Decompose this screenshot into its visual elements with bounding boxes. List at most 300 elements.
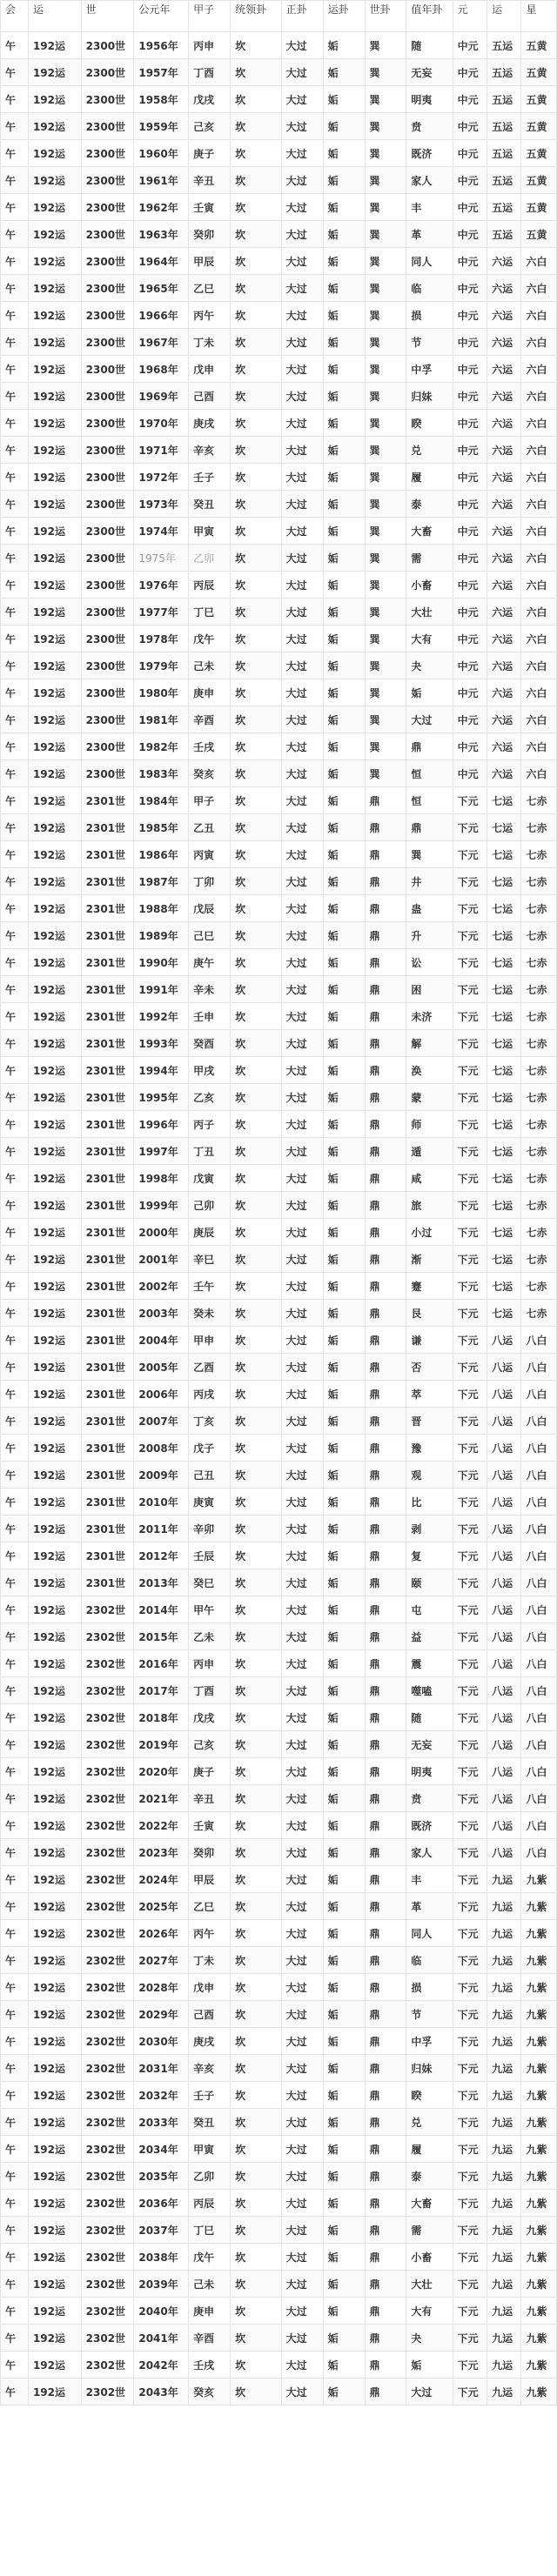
table-cell: 午 <box>1 1974 29 2001</box>
table-cell: 1999年 <box>134 1192 189 1219</box>
table-cell: 2002年 <box>134 1273 189 1300</box>
table-cell: 192运 <box>28 2082 81 2109</box>
table-cell: 坎 <box>231 1515 282 1542</box>
table-cell: 甲寅 <box>189 2136 231 2163</box>
table-cell: 七运 <box>487 868 521 895</box>
table-cell: 临 <box>406 275 453 302</box>
table-cell: 午 <box>1 706 29 733</box>
table-row <box>1 2379 557 2405</box>
table-cell: 大过 <box>281 1839 323 1866</box>
table-row <box>1 59 557 86</box>
table-row <box>1 1812 557 1839</box>
table-cell: 午 <box>1 1947 29 1974</box>
table-cell: 中元 <box>453 410 487 437</box>
table-row <box>1 1300 557 1327</box>
table-cell: 履 <box>406 2136 453 2163</box>
table-cell: 2017年 <box>134 1677 189 1704</box>
table-cell: 午 <box>1 1246 29 1273</box>
table-cell: 八白 <box>521 1489 557 1515</box>
table-cell: 坎 <box>231 1057 282 1084</box>
table-cell: 192运 <box>28 1704 81 1731</box>
table-cell: 192运 <box>28 2352 81 2379</box>
table-cell: 甲戌 <box>189 1057 231 1084</box>
table-cell: 同人 <box>406 1920 453 1947</box>
table-cell: 大过 <box>281 1542 323 1569</box>
table-cell: 九运 <box>487 1920 521 1947</box>
table-cell: 2302世 <box>81 2055 134 2082</box>
table-cell: 午 <box>1 2271 29 2298</box>
table-cell: 午 <box>1 410 29 437</box>
table-cell: 八白 <box>521 1596 557 1623</box>
table-cell: 八白 <box>521 1354 557 1381</box>
table-cell: 2041年 <box>134 2325 189 2352</box>
table-cell: 姤 <box>323 1974 365 2001</box>
table-cell: 壬辰 <box>189 1542 231 1569</box>
table-cell: 大过 <box>281 2163 323 2190</box>
table-cell: 午 <box>1 1381 29 1408</box>
table-cell: 2301世 <box>81 1003 134 1030</box>
table-cell: 八运 <box>487 1731 521 1758</box>
table-cell: 鼎 <box>365 1839 406 1866</box>
table-cell: 192运 <box>28 1219 81 1246</box>
table-cell: 癸丑 <box>189 2109 231 2136</box>
table-cell: 1969年 <box>134 383 189 410</box>
table-cell: 192运 <box>28 2136 81 2163</box>
table-cell: 鼎 <box>365 1300 406 1327</box>
table-cell: 丙午 <box>189 1920 231 1947</box>
table-cell: 大过 <box>281 32 323 59</box>
table-cell: 巽 <box>365 572 406 599</box>
table-cell: 192运 <box>28 329 81 356</box>
table-cell: 午 <box>1 1111 29 1138</box>
table-cell: 坎 <box>231 868 282 895</box>
table-cell: 大过 <box>281 1569 323 1596</box>
table-cell: 午 <box>1 221 29 248</box>
table-cell: 壬申 <box>189 1003 231 1030</box>
table-cell: 192运 <box>28 275 81 302</box>
table-cell: 七运 <box>487 787 521 814</box>
table-cell: 2302世 <box>81 2082 134 2109</box>
table-cell: 鼎 <box>365 2055 406 2082</box>
table-cell: 六白 <box>521 356 557 383</box>
table-cell: 192运 <box>28 1273 81 1300</box>
table-cell: 七赤 <box>521 949 557 976</box>
table-cell: 姤 <box>323 113 365 140</box>
table-cell: 七赤 <box>521 895 557 922</box>
table-cell: 咸 <box>406 1165 453 1192</box>
table-cell: 九紫 <box>521 2298 557 2325</box>
table-cell: 涣 <box>406 1057 453 1084</box>
table-cell: 192运 <box>28 1623 81 1650</box>
table-cell: 巽 <box>365 679 406 706</box>
table-cell: 八白 <box>521 1785 557 1812</box>
table-cell: 大过 <box>281 545 323 572</box>
table-cell: 午 <box>1 2325 29 2352</box>
table-cell: 下元 <box>453 1731 487 1758</box>
table-cell: 下元 <box>453 2055 487 2082</box>
table-cell: 巽 <box>365 86 406 113</box>
table-cell: 午 <box>1 2298 29 2325</box>
table-cell: 下元 <box>453 1462 487 1489</box>
table-cell: 午 <box>1 1003 29 1030</box>
table-cell: 姤 <box>323 1489 365 1515</box>
table-row <box>1 2109 557 2136</box>
table-row <box>1 1920 557 1947</box>
table-cell: 无妄 <box>406 1731 453 1758</box>
table-cell: 午 <box>1 895 29 922</box>
table-cell: 1984年 <box>134 787 189 814</box>
table-cell: 姤 <box>323 167 365 194</box>
table-row <box>1 1677 557 1704</box>
table-cell: 坎 <box>231 410 282 437</box>
table-cell: 下元 <box>453 1165 487 1192</box>
table-cell: 鼎 <box>365 976 406 1003</box>
table-cell: 辛巳 <box>189 1246 231 1273</box>
table-cell: 七运 <box>487 1084 521 1111</box>
table-cell: 大过 <box>281 1381 323 1408</box>
table-cell: 庚子 <box>189 140 231 167</box>
table-cell: 午 <box>1 1731 29 1758</box>
table-cell: 192运 <box>28 140 81 167</box>
table-row <box>1 2028 557 2055</box>
table-cell: 姤 <box>323 518 365 545</box>
table-cell: 午 <box>1 1812 29 1839</box>
table-cell: 六白 <box>521 760 557 787</box>
table-cell: 午 <box>1 464 29 491</box>
table-cell: 随 <box>406 32 453 59</box>
table-cell: 同人 <box>406 248 453 275</box>
table-cell: 姤 <box>323 437 365 464</box>
table-cell: 剥 <box>406 1515 453 1542</box>
table-cell: 192运 <box>28 922 81 949</box>
table-cell: 大过 <box>281 1354 323 1381</box>
table-row <box>1 1057 557 1084</box>
table-cell: 大有 <box>406 2298 453 2325</box>
table-cell: 需 <box>406 545 453 572</box>
table-cell: 192运 <box>28 545 81 572</box>
table-cell: 姤 <box>323 545 365 572</box>
table-cell: 节 <box>406 2001 453 2028</box>
table-cell: 中元 <box>453 464 487 491</box>
table-cell: 丙申 <box>189 32 231 59</box>
table-cell: 1989年 <box>134 922 189 949</box>
table-row <box>1 86 557 113</box>
table-cell: 192运 <box>28 841 81 868</box>
table-cell: 戊午 <box>189 2244 231 2271</box>
table-cell: 鼎 <box>365 2352 406 2379</box>
table-cell: 临 <box>406 1947 453 1974</box>
table-cell: 午 <box>1 2190 29 2217</box>
table-cell: 丰 <box>406 1866 453 1893</box>
table-cell: 坎 <box>231 2109 282 2136</box>
table-cell: 2001年 <box>134 1246 189 1273</box>
table-cell: 下元 <box>453 2271 487 2298</box>
table-cell: 坎 <box>231 1003 282 1030</box>
table-cell: 192运 <box>28 1542 81 1569</box>
table-cell: 下元 <box>453 1947 487 1974</box>
table-cell: 坎 <box>231 2190 282 2217</box>
table-cell: 困 <box>406 976 453 1003</box>
table-cell: 中元 <box>453 437 487 464</box>
table-row <box>1 329 557 356</box>
table-cell: 复 <box>406 1542 453 1569</box>
table-cell: 大过 <box>281 1192 323 1219</box>
table-cell: 九运 <box>487 1947 521 1974</box>
table-cell: 八运 <box>487 1354 521 1381</box>
table-cell: 丙辰 <box>189 572 231 599</box>
table-cell: 九紫 <box>521 2136 557 2163</box>
table-cell: 2011年 <box>134 1515 189 1542</box>
table-cell: 八运 <box>487 1408 521 1435</box>
table-cell: 2301世 <box>81 1192 134 1219</box>
table-row <box>1 194 557 221</box>
table-cell: 大过 <box>281 1812 323 1839</box>
table-row <box>1 1084 557 1111</box>
table-cell: 2302世 <box>81 2271 134 2298</box>
table-cell: 泰 <box>406 491 453 518</box>
table-cell: 2301世 <box>81 1569 134 1596</box>
table-cell: 下元 <box>453 2298 487 2325</box>
table-cell: 鼎 <box>365 868 406 895</box>
table-cell: 1965年 <box>134 275 189 302</box>
table-cell: 七赤 <box>521 1111 557 1138</box>
table-row <box>1 2136 557 2163</box>
table-cell: 中元 <box>453 733 487 760</box>
table-cell: 坎 <box>231 32 282 59</box>
table-cell: 七赤 <box>521 1273 557 1300</box>
table-cell: 鼎 <box>365 787 406 814</box>
table-cell: 坎 <box>231 2325 282 2352</box>
table-cell: 下元 <box>453 787 487 814</box>
table-cell: 午 <box>1 545 29 572</box>
table-row <box>1 626 557 652</box>
table-cell: 五黄 <box>521 86 557 113</box>
table-cell: 下元 <box>453 1866 487 1893</box>
table-cell: 192运 <box>28 1758 81 1785</box>
table-cell: 鼎 <box>365 1327 406 1354</box>
table-cell: 下元 <box>453 2325 487 2352</box>
table-cell: 192运 <box>28 518 81 545</box>
table-cell: 七运 <box>487 1111 521 1138</box>
table-cell: 七运 <box>487 976 521 1003</box>
table-cell: 蒙 <box>406 1084 453 1111</box>
table-cell: 巽 <box>365 140 406 167</box>
table-cell: 大过 <box>281 1920 323 1947</box>
table-cell: 鼎 <box>365 1057 406 1084</box>
table-cell: 192运 <box>28 572 81 599</box>
table-row <box>1 410 557 437</box>
table-row <box>1 814 557 841</box>
table-cell: 下元 <box>453 1057 487 1084</box>
table-cell: 下元 <box>453 1300 487 1327</box>
table-cell: 坎 <box>231 1300 282 1327</box>
table-cell: 2301世 <box>81 1165 134 1192</box>
table-cell: 午 <box>1 1866 29 1893</box>
table-cell: 七赤 <box>521 841 557 868</box>
table-cell: 2301世 <box>81 1138 134 1165</box>
table-cell: 中元 <box>453 652 487 679</box>
table-cell: 2000年 <box>134 1219 189 1246</box>
table-cell: 午 <box>1 491 29 518</box>
table-cell: 姤 <box>323 302 365 329</box>
table-cell: 192运 <box>28 706 81 733</box>
table-row <box>1 1866 557 1893</box>
table-cell: 五运 <box>487 59 521 86</box>
table-cell: 七赤 <box>521 922 557 949</box>
table-row <box>1 2325 557 2352</box>
table-cell: 坎 <box>231 895 282 922</box>
table-cell: 讼 <box>406 949 453 976</box>
table-cell: 丁丑 <box>189 1138 231 1165</box>
table-cell: 1997年 <box>134 1138 189 1165</box>
table-cell: 下元 <box>453 814 487 841</box>
table-cell: 丁未 <box>189 329 231 356</box>
table-cell: 八白 <box>521 1758 557 1785</box>
table-cell: 六运 <box>487 572 521 599</box>
table-cell: 午 <box>1 2163 29 2190</box>
table-cell: 192运 <box>28 1947 81 1974</box>
table-cell: 六运 <box>487 383 521 410</box>
table-cell: 1991年 <box>134 976 189 1003</box>
table-cell: 六白 <box>521 383 557 410</box>
table-cell: 192运 <box>28 2244 81 2271</box>
table-cell: 大壮 <box>406 2271 453 2298</box>
table-cell: 中元 <box>453 113 487 140</box>
table-cell: 六白 <box>521 572 557 599</box>
table-cell: 大过 <box>281 2001 323 2028</box>
table-cell: 午 <box>1 2136 29 2163</box>
table-cell: 九紫 <box>521 2244 557 2271</box>
table-cell: 午 <box>1 1596 29 1623</box>
table-cell: 乙未 <box>189 1623 231 1650</box>
table-cell: 壬戌 <box>189 733 231 760</box>
table-cell: 下元 <box>453 1192 487 1219</box>
table-cell: 午 <box>1 1435 29 1462</box>
table-cell: 巽 <box>365 626 406 652</box>
table-cell: 192运 <box>28 1084 81 1111</box>
table-cell: 2036年 <box>134 2190 189 2217</box>
table-cell: 192运 <box>28 1057 81 1084</box>
table-cell: 192运 <box>28 2325 81 2352</box>
table-cell: 坎 <box>231 1354 282 1381</box>
table-cell: 履 <box>406 464 453 491</box>
header-jiazi: 甲子 <box>189 1 231 32</box>
table-cell: 坎 <box>231 1192 282 1219</box>
table-cell: 2302世 <box>81 1839 134 1866</box>
table-cell: 巽 <box>365 599 406 626</box>
table-cell: 2301世 <box>81 1219 134 1246</box>
table-cell: 六白 <box>521 652 557 679</box>
table-cell: 午 <box>1 1030 29 1057</box>
table-cell: 鼎 <box>365 2082 406 2109</box>
table-cell: 2008年 <box>134 1435 189 1462</box>
table-cell: 大过 <box>281 2244 323 2271</box>
table-cell: 大过 <box>281 1947 323 1974</box>
table-cell: 2012年 <box>134 1542 189 1569</box>
table-cell: 壬午 <box>189 1273 231 1300</box>
table-cell: 家人 <box>406 1839 453 1866</box>
table-cell: 坎 <box>231 2028 282 2055</box>
table-cell: 巽 <box>365 437 406 464</box>
table-cell: 姤 <box>323 221 365 248</box>
table-cell: 192运 <box>28 1650 81 1677</box>
table-cell: 戊戌 <box>189 1704 231 1731</box>
table-cell: 2300世 <box>81 437 134 464</box>
table-cell: 大过 <box>281 1866 323 1893</box>
table-cell: 姤 <box>323 410 365 437</box>
table-cell: 九紫 <box>521 2325 557 2352</box>
table-cell: 大过 <box>281 1246 323 1273</box>
table-cell: 八白 <box>521 1812 557 1839</box>
table-cell: 坎 <box>231 1947 282 1974</box>
table-cell: 五运 <box>487 86 521 113</box>
table-cell: 2025年 <box>134 1893 189 1920</box>
table-cell: 明夷 <box>406 86 453 113</box>
table-cell: 大过 <box>406 706 453 733</box>
table-cell: 192运 <box>28 652 81 679</box>
table-cell: 大过 <box>281 895 323 922</box>
table-cell: 坎 <box>231 356 282 383</box>
table-cell: 七运 <box>487 1273 521 1300</box>
table-cell: 九运 <box>487 2325 521 2352</box>
table-cell: 2300世 <box>81 113 134 140</box>
table-cell: 八运 <box>487 1785 521 1812</box>
table-cell: 戊午 <box>189 626 231 652</box>
table-row <box>1 464 557 491</box>
table-cell: 六运 <box>487 626 521 652</box>
table-cell: 九紫 <box>521 1974 557 2001</box>
table-cell: 坎 <box>231 1084 282 1111</box>
table-cell: 大过 <box>281 1731 323 1758</box>
table-cell: 192运 <box>28 1030 81 1057</box>
table-cell: 姤 <box>323 1758 365 1785</box>
table-cell: 2028年 <box>134 1974 189 2001</box>
table-cell: 姤 <box>323 949 365 976</box>
table-cell: 2302世 <box>81 1785 134 1812</box>
table-cell: 192运 <box>28 2190 81 2217</box>
table-cell: 坎 <box>231 1893 282 1920</box>
table-cell: 大畜 <box>406 2190 453 2217</box>
table-cell: 姤 <box>323 248 365 275</box>
table-cell: 2300世 <box>81 356 134 383</box>
table-cell: 六运 <box>487 706 521 733</box>
table-cell: 大过 <box>281 329 323 356</box>
table-cell: 己卯 <box>189 1192 231 1219</box>
table-cell: 1967年 <box>134 329 189 356</box>
table-cell: 192运 <box>28 1408 81 1435</box>
table-cell: 庚戌 <box>189 410 231 437</box>
table-cell: 大过 <box>281 1515 323 1542</box>
table-cell: 五运 <box>487 140 521 167</box>
table-row <box>1 2352 557 2379</box>
table-cell: 八白 <box>521 1569 557 1596</box>
table-cell: 坎 <box>231 1758 282 1785</box>
table-cell: 192运 <box>28 814 81 841</box>
header-yun: 运 <box>28 1 81 32</box>
table-cell: 八运 <box>487 1758 521 1785</box>
table-cell: 乙巳 <box>189 275 231 302</box>
table-row <box>1 1192 557 1219</box>
table-cell: 丙午 <box>189 302 231 329</box>
table-cell: 鼎 <box>365 1381 406 1408</box>
table-cell: 中元 <box>453 706 487 733</box>
table-cell: 下元 <box>453 1408 487 1435</box>
table-row <box>1 652 557 679</box>
table-cell: 丰 <box>406 194 453 221</box>
table-cell: 丙子 <box>189 1111 231 1138</box>
table-cell: 1996年 <box>134 1111 189 1138</box>
table-cell: 192运 <box>28 1462 81 1489</box>
